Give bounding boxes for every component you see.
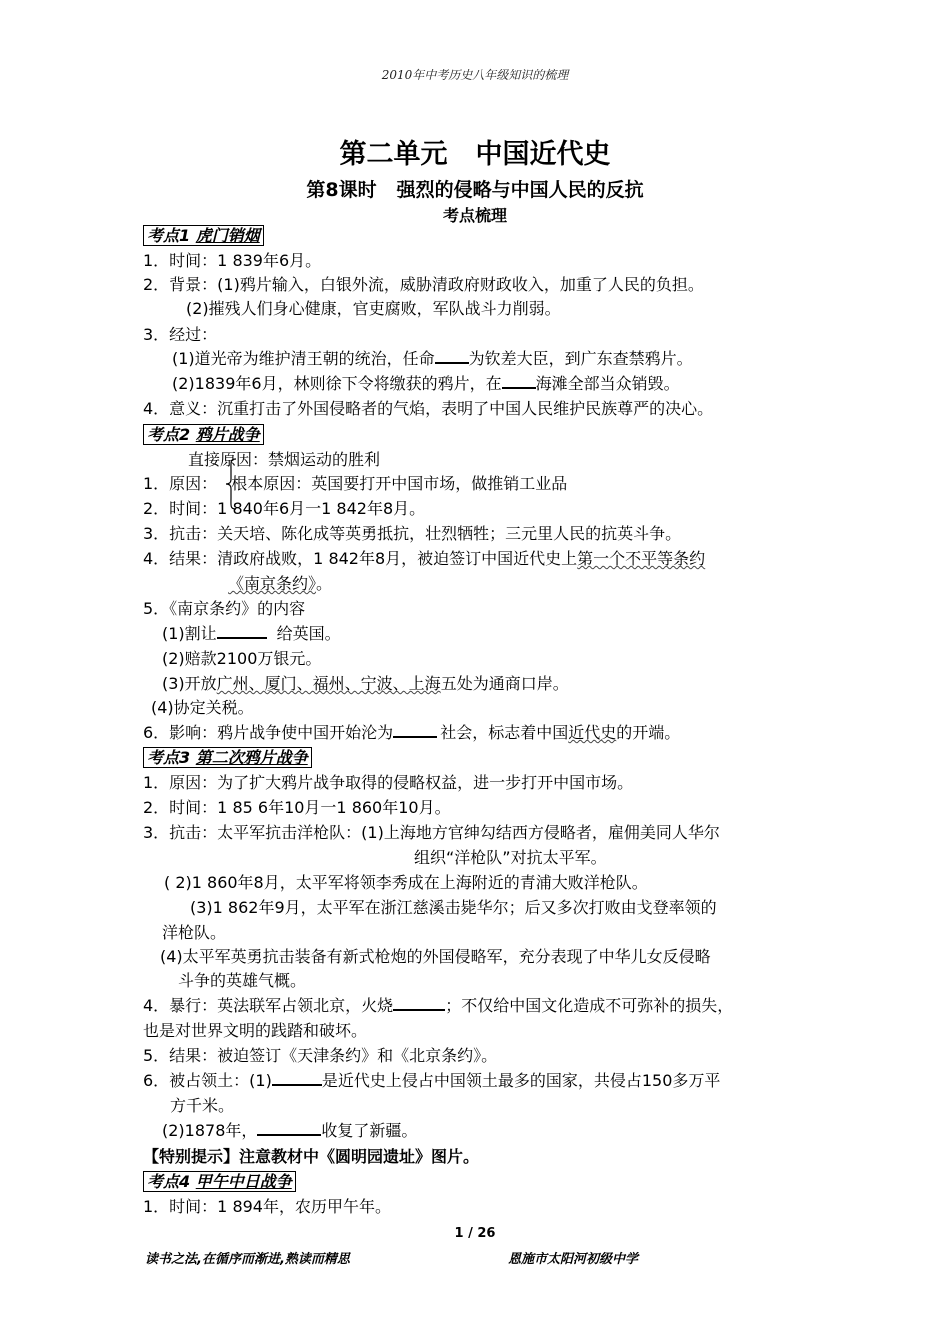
unit-title-right: 中国近代史 (475, 139, 611, 170)
kd1-line-2: 2．背景：(1)鸦片输入，白银外流，威胁清政府财政收入，加重了人民的负担。 (143, 275, 704, 294)
kd2-line-11-b: 社会，标志着中国 (440, 723, 569, 742)
blank-yuanmingyuan[interactable] (393, 995, 445, 1011)
kd3-line-15-a: (2)1878年， (162, 1121, 258, 1140)
kd2-name: 鸦片战争 (195, 425, 260, 444)
kd2-line-9-c: 五处为通商口岸。 (440, 674, 569, 693)
kd2-line-9-a: (3)开放 (162, 674, 217, 693)
kd3-line-12: 5．结果：被迫签订《天津条约》和《北京条约》。 (143, 1046, 498, 1065)
kd2-line-7 (162, 623, 341, 645)
kd4-head: 考点4 (147, 1172, 191, 1191)
lesson-title-left: 第8课时 (306, 179, 377, 201)
kd3-line-13-a: 6．被占领土：(1) (143, 1071, 272, 1090)
kd3-line-6: (3)1 862年9月，太平军在浙江慈溪击毙华尔；后又多次打败由戈登率领的 (190, 898, 717, 917)
kd1-line-5-a: (1)道光帝为维护清王朝的统治，任命 (172, 349, 435, 368)
kd1-line-1: 1．时间：1 839年6月。 (143, 251, 322, 270)
kd3-line-4: 组织“洋枪队”对抗太平军。 (414, 848, 607, 867)
kd2-line-11-a: 6．影响：鸦片战争使中国开始沦为 (143, 723, 394, 742)
kd2-line-3: 3．抗击：关天培、陈化成等英勇抵抗，壮烈牺牲；三元里人民的抗英斗争。 (143, 524, 682, 543)
kd3-line-3: 3．抗击：太平军抗击洋枪队：(1)上海地方官绅勾结西方侵略者，雇佣美同人华尔 (143, 823, 720, 842)
blank-humen[interactable] (502, 373, 536, 389)
kd1-line-6 (172, 373, 680, 395)
kd3-line-13 (143, 1070, 720, 1092)
kd2-line-2: 2．时间：1 840年6月一1 842年8月。 (143, 499, 426, 518)
kd3-line-7: 洋枪队。 (162, 923, 227, 942)
kd2-line-1 (143, 473, 567, 495)
kd1-line-3: (2)摧残人们身心健康，官吏腐败，军队战斗力削弱。 (186, 299, 561, 318)
kd4-line-1: 1．时间：1 894年，农历甲午年。 (143, 1197, 391, 1216)
footer-motto: 读书之法,在循序而渐进,熟读而精思 (145, 1252, 350, 1267)
kd1-head: 考点1 (147, 226, 191, 245)
kd3-heading (143, 747, 312, 769)
footer-school: 恩施市太阳河初级中学 (508, 1252, 639, 1267)
page-number: 1 / 26 (454, 1226, 496, 1241)
kd1-name: 虎门销烟 (195, 226, 260, 245)
kd1-line-5 (172, 348, 693, 370)
blank-russia[interactable] (272, 1070, 322, 1086)
kd3-line-15-b: 收复了新疆。 (321, 1121, 418, 1140)
kd1-line-4: 3．经过： (143, 325, 218, 344)
kd3-name: 第二次鸦片战争 (195, 748, 308, 767)
kd2-line-4-a: 4．结果：清政府战败，1 842年8月，被迫签订中国近代史上 (143, 549, 578, 568)
lesson-title-right: 强烈的侵略与中国人民的反抗 (396, 179, 644, 201)
blank-semi-colonial[interactable] (393, 722, 437, 738)
kd2-line-11-c: 近代史 (568, 723, 617, 742)
kd4-heading (143, 1171, 296, 1193)
kd2-line-8: (2)赔款2100万银元。 (162, 649, 322, 668)
kd3-line-11: 也是对世界文明的践踏和破坏。 (143, 1021, 368, 1040)
kd3-line-15 (162, 1120, 417, 1142)
kd2-line-10: (4)协定关税。 (151, 698, 254, 717)
kd3-line-8: (4)太平军英勇抗击装备有新式枪炮的外国侵略军，充分表现了中华儿女反侵略 (160, 947, 711, 966)
kd2-line-6: 5．《南京条约》的内容 (143, 599, 306, 618)
kd3-line-10 (143, 995, 733, 1017)
kd2-line-9-b: 广州、厦门、福州、宁波、上海 (216, 674, 441, 693)
kd3-line-1: 1．原因：为了扩大鸦片战争取得的侵略权益，进一步打开中国市场。 (143, 773, 634, 792)
kd4-name: 甲午中日战争 (195, 1172, 292, 1191)
lesson-title (0, 175, 950, 202)
page-header: 2010年中考历史八年级知识的梳理 (381, 68, 569, 82)
kd2-direct-cause: 直接原因：禁烟运动的胜利 (188, 450, 381, 469)
kd2-line-11 (143, 722, 680, 744)
kd2-line-1-a: 1．原因： (143, 474, 218, 493)
kd2-heading (143, 424, 264, 446)
kd2-line-5 (228, 573, 332, 595)
kd3-head: 考点3 (147, 748, 191, 767)
section-label: 考点梳理 (442, 206, 507, 225)
blank-lin-zexu[interactable] (435, 348, 469, 364)
kd3-line-9: 斗争的英雄气概。 (178, 971, 307, 990)
unit-title-left: 第二单元 (339, 139, 448, 170)
kd1-line-6-b: 海滩全部当众销毁。 (535, 374, 680, 393)
kd3-line-2: 2．时间：1 85 6年10月一1 860年10月。 (143, 798, 451, 817)
kd2-line-9 (162, 673, 569, 695)
kd2-line-11-d: 的开端。 (616, 723, 681, 742)
kd3-line-10-b: ；不仅给中国文化造成不可弥补的损失， (445, 996, 734, 1015)
unit-title (0, 132, 950, 171)
kd2-line-7-a: (1)割让 (162, 624, 217, 643)
kd1-line-5-b: 为钦差大臣，到广东查禁鸦片。 (468, 349, 693, 368)
kd2-line-5-end: 。 (316, 574, 333, 593)
kd2-line-4-b: 第一个不平等条约 (577, 549, 706, 568)
blank-zuo-zongtang[interactable] (257, 1120, 321, 1136)
nanjing-treaty-text: 《南京条约》 (228, 574, 317, 593)
kd3-line-14: 方千米。 (170, 1096, 235, 1115)
kd3-line-5: ( 2)1 860年8月，太平军将领李秀成在上海附近的青浦大败洋枪队。 (164, 873, 648, 892)
kd3-line-13-b: 是近代史上侵占中国领土最多的国家，共侵占150多万平 (321, 1071, 721, 1090)
kd2-root-cause: 根本原因：英国要打开中国市场，做推销工业品 (231, 474, 568, 493)
kd1-line-6-a: (2)1839年6月，林则徐下令将缴获的鸦片，在 (172, 374, 502, 393)
kd2-head: 考点2 (147, 425, 191, 444)
special-tip: 【特别提示】注意教材中《圆明园遗址》图片。 (143, 1147, 480, 1166)
kd1-line-7: 4．意义：沉重打击了外国侵略者的气焰，表明了中国人民维护民族尊严的决心。 (143, 399, 714, 418)
kd1-heading (143, 225, 264, 247)
kd2-line-7-b: 给英国。 (276, 624, 341, 643)
kd3-line-10-a: 4．暴行：英法联军占领北京，火烧 (143, 996, 394, 1015)
blank-hongkong[interactable] (217, 623, 267, 639)
kd2-line-4 (143, 548, 705, 570)
